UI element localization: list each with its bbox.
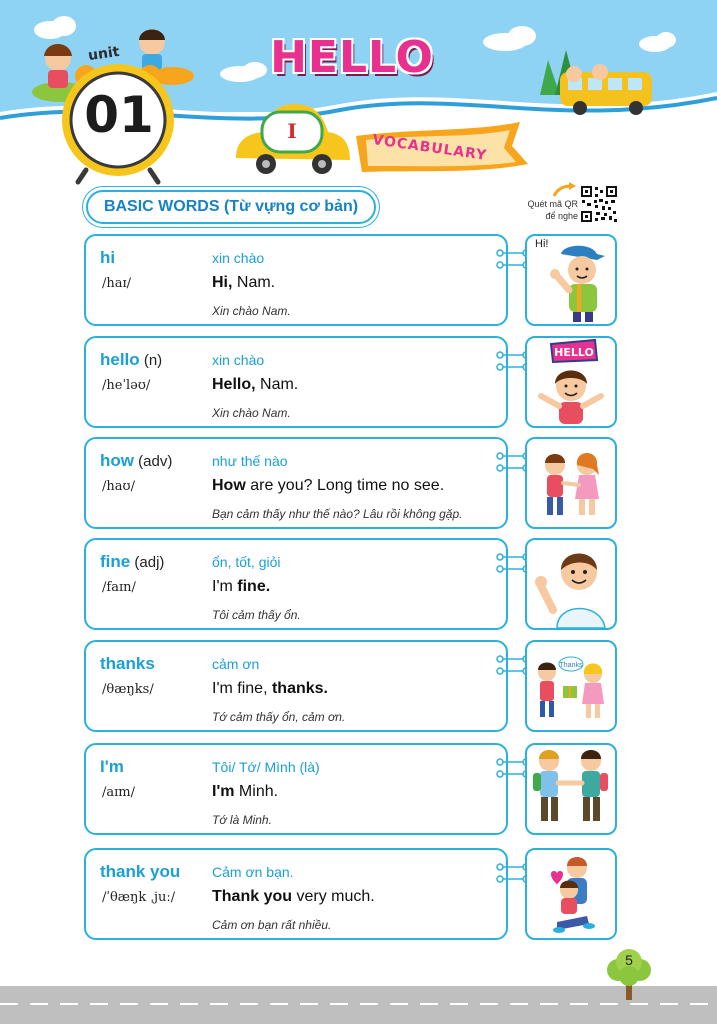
pronunciation: /aɪm/ — [102, 785, 135, 800]
lesson-title: HELLO — [270, 32, 434, 83]
section-title — [86, 190, 376, 224]
word: I'm — [100, 757, 124, 776]
word: hi — [100, 248, 116, 267]
qr-label-line2: để nghe — [545, 211, 578, 221]
gift-kids-illustration — [527, 642, 615, 730]
meaning: xin chào — [212, 250, 265, 266]
example-sentence: I'm fine, thanks. — [212, 680, 328, 697]
example-translation: Cảm ơn bạn rất nhiều. — [212, 918, 332, 932]
road-marking — [0, 1003, 717, 1005]
car-letter: I — [287, 119, 297, 143]
pronunciation: /ˈθæŋk ˌjuː/ — [102, 890, 176, 905]
vocab-card-hello — [84, 336, 508, 428]
example-sentence: How are you? Long time no see. — [212, 477, 445, 494]
pronunciation: /heˈləʊ/ — [102, 378, 151, 393]
picture-im — [525, 743, 617, 835]
arrow-icon — [552, 182, 578, 198]
smiling-boy-illustration — [527, 540, 615, 628]
handshake-kids-illustration — [527, 745, 615, 833]
pronunciation: /haɪ/ — [102, 276, 132, 291]
example-translation: Bạn cảm thấy như thế nào? Lâu rồi không gặp. — [212, 507, 463, 521]
thanks-bubble-text: Thanks — [559, 662, 583, 669]
example-sentence: Hi, Nam. — [212, 274, 276, 291]
meaning: xin chào — [212, 352, 265, 368]
meaning: Tôi/ Tớ/ Mình (là) — [212, 759, 320, 775]
vocab-card-fine — [84, 538, 508, 630]
vocab-card-hi — [84, 234, 508, 326]
unit-label: unit — [87, 43, 121, 65]
vocab-card-im — [84, 743, 508, 835]
word: how (adv) — [100, 451, 173, 470]
qr-code-icon[interactable] — [580, 185, 618, 223]
example-translation: Tớ cảm thấy ổn, cảm ơn. — [212, 710, 346, 724]
hello-boy-illustration — [527, 338, 615, 426]
page-header — [0, 0, 717, 200]
hugging-kids-illustration — [527, 850, 615, 938]
example-translation: Tớ là Minh. — [212, 813, 272, 827]
example-sentence: Thank you very much. — [212, 888, 375, 905]
speech-label: Hi! — [535, 238, 549, 250]
example-translation: Xin chào Nam. — [212, 304, 291, 318]
pronunciation: /haʊ/ — [102, 479, 135, 494]
word: hello (n) — [100, 350, 163, 369]
picture-how — [525, 437, 617, 529]
example-sentence: Hello, Nam. — [212, 376, 299, 393]
vocab-card-how — [84, 437, 508, 529]
vocab-card-thank-you — [84, 848, 508, 940]
meaning: như thế nào — [212, 453, 288, 469]
example-sentence: I'm fine. — [212, 578, 271, 595]
section-title-text: BASIC WORDS (Từ vựng cơ bản) — [103, 198, 359, 215]
meaning: cảm ơn — [212, 656, 260, 672]
pronunciation: /θæŋks/ — [102, 682, 154, 697]
picture-hi — [525, 234, 617, 326]
word: thanks — [100, 654, 155, 673]
example-sentence: I'm Minh. — [212, 783, 279, 800]
vocabulary-label: VOCABULARY — [371, 132, 489, 164]
picture-hello — [525, 336, 617, 428]
meaning: Cảm ơn bạn. — [212, 864, 294, 880]
word: thank you — [100, 862, 181, 881]
qr-label — [516, 198, 578, 222]
qr-label-line1: Quét mã QR — [527, 199, 578, 209]
page-number: 5 — [625, 952, 633, 968]
picture-fine — [525, 538, 617, 630]
picture-thanks — [525, 640, 617, 732]
example-translation: Xin chào Nam. — [212, 406, 291, 420]
word: fine (adj) — [100, 552, 165, 571]
example-translation: Tôi cảm thấy ổn. — [212, 608, 301, 622]
hello-sign-text: HELLO — [554, 346, 594, 359]
pronunciation: /faɪn/ — [102, 580, 136, 595]
two-kids-illustration — [527, 439, 615, 527]
vocab-card-thanks — [84, 640, 508, 732]
picture-thank-you — [525, 848, 617, 940]
meaning: ổn, tốt, giỏi — [212, 554, 281, 570]
unit-number: 01 — [84, 86, 154, 144]
